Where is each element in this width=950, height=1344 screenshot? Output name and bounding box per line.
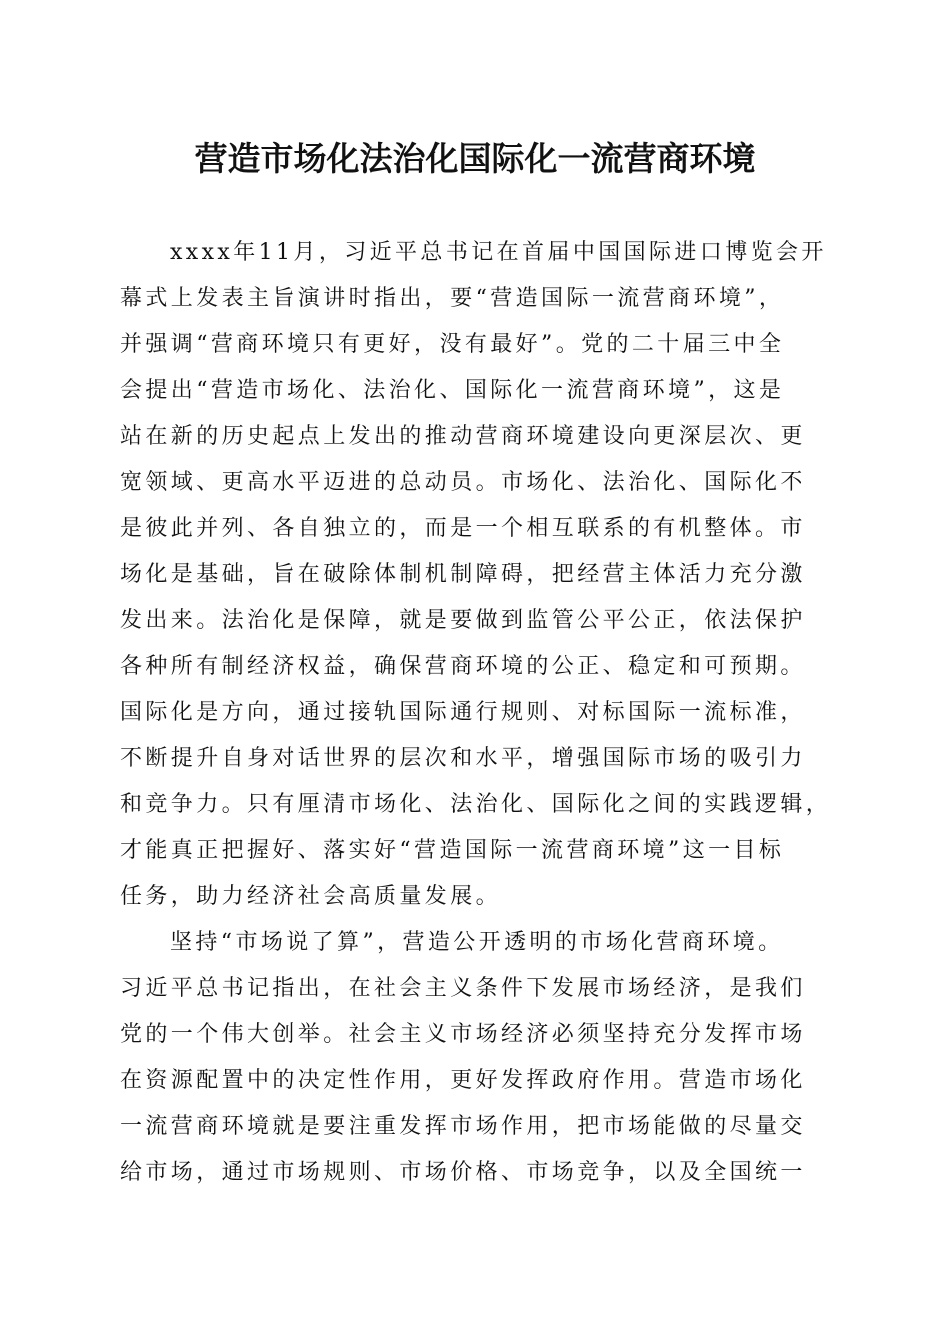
document-body xyxy=(120,230,840,1196)
paragraph-1-line: 站在新的历史起点上发出的推动营商环境建设向更深层次、更 xyxy=(120,424,806,449)
paragraph-2-line: 党的一个伟大创举。社会主义市场经济必须坚持充分发挥市场 xyxy=(120,1022,806,1047)
paragraph-2-line: 给市场，通过市场规则、市场价格、市场竞争，以及全国统一 xyxy=(120,1160,806,1185)
paragraph-1-line: 任务，助力经济社会高质量发展。 xyxy=(120,884,502,909)
paragraph-1-line: 才能真正把握好、落实好“营造国际一流营商环境”这一目标 xyxy=(120,838,785,863)
paragraph-1-line: 是彼此并列、各自独立的，而是一个相互联系的有机整体。市 xyxy=(120,516,806,541)
paragraph-1-line: 和竞争力。只有厘清市场化、法治化、国际化之间的实践逻辑， xyxy=(120,792,832,817)
paragraph-1-line: 并强调“营商环境只有更好，没有最好”。党的二十届三中全 xyxy=(120,332,785,357)
document-title: 营造市场化法治化国际化一流营商环境 xyxy=(194,139,756,178)
paragraph-2-line: 在资源配置中的决定性作用，更好发挥政府作用。营造市场化 xyxy=(120,1068,806,1093)
paragraph-1-line: 场化是基础，旨在破除体制机制障碍，把经营主体活力充分激 xyxy=(120,562,806,587)
paragraph-1-line: xxxx年11月，习近平总书记在首届中国国际进口博览会开 xyxy=(170,240,827,265)
paragraph-2-line: 一流营商环境就是要注重发挥市场作用，把市场能做的尽量交 xyxy=(120,1114,806,1139)
paragraph-1-line: 国际化是方向，通过接轨国际通行规则、对标国际一流标准， xyxy=(120,700,806,725)
paragraph-1-line: 各种所有制经济权益，确保营商环境的公正、稳定和可预期。 xyxy=(120,654,806,679)
paragraph-2-line: 习近平总书记指出，在社会主义条件下发展市场经济，是我们 xyxy=(120,976,806,1001)
paragraph-1-line: 不断提升自身对话世界的层次和水平，增强国际市场的吸引力 xyxy=(120,746,806,771)
paragraph-1-line: 会提出“营造市场化、法治化、国际化一流营商环境”，这是 xyxy=(120,378,785,403)
paragraph-1-line: 宽领域、更高水平迈进的总动员。市场化、法治化、国际化不 xyxy=(120,470,806,495)
paragraph-1-line: 发出来。法治化是保障，就是要做到监管公平公正，依法保护 xyxy=(120,608,806,633)
paragraph-1-line: 幕式上发表主旨演讲时指出，要“营造国际一流营商环境”， xyxy=(120,286,785,311)
paragraph-2-line: 坚持“市场说了算”，营造公开透明的市场化营商环境。 xyxy=(170,930,784,955)
